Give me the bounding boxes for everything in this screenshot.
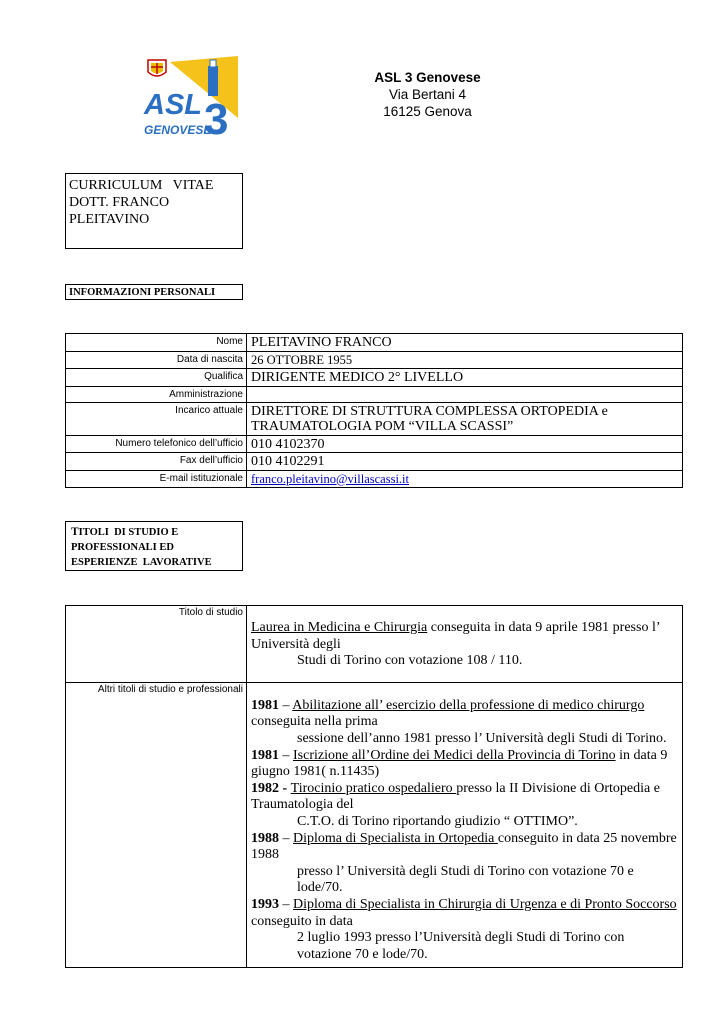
entry-1993-chirurgia-urgenza: 1993 – Diploma di Specialista in Chirurgia di Urgenza e di Pronto Soccorso conseguito in data 2 luglio 1993 presso l’Università degli Studi di Torino con votazione 70 e lode/70. [251,896,677,962]
entry-1981-abilitazione: 1981 – Abilitazione all’ esercizio della professione di medico chirurgo conseguita nella prima sessione dell’anno 1981 presso l’ Università degli Studi di Torino. [251,697,667,746]
org-name: ASL 3 Genovese [374,70,481,85]
logo-text-number: 3 [204,95,229,140]
lighthouse-icon [208,66,218,96]
cv-title-box [65,173,243,249]
section-titles-line2: PROFESSIONALI ED [71,542,174,553]
organization-address [340,69,515,120]
table-row [66,351,683,369]
entry-1988-ortopedia: 1988 – Diploma di Specialista in Ortopedia conseguito in data 25 novembre 1988 presso l’ Università degli Studi di Torino con votazione 70 e lode/70. [251,830,677,896]
table-row [66,402,683,435]
table-row [66,453,683,471]
row-value [247,386,683,402]
row-label: Altri titoli di studio e professionali [66,682,247,968]
entry-1981-iscrizione: 1981 – Iscrizione all’Ordine dei Medici della Provincia di Torino in data 9 giugno 1981( n.11435) [251,747,668,780]
table-row [66,386,683,402]
row-value: DIRIGENTE MEDICO 2° LIVELLO [247,369,683,387]
row-value [247,470,683,488]
org-city: 16125 Genova [383,104,472,119]
cv-title-line2: DOTT. FRANCO [69,195,170,210]
table-row [66,334,683,352]
table-row [66,470,683,488]
other-titles-value [247,682,683,968]
row-value: DIRETTORE DI STRUTTURA COMPLESSA ORTOPEDIA e TRAUMATOLOGIA POM “VILLA SCASSI” [247,402,683,435]
row-label: E-mail istituzionale [66,470,247,488]
table-row [66,682,683,968]
row-label: Amministrazione [66,386,247,402]
personal-info-table [65,333,683,488]
table-row [66,369,683,387]
asl3-logo [142,56,240,140]
table-row [66,435,683,453]
titles-table [65,605,683,968]
study-title-value: Laurea in Medicina e Chirurgia conseguita in data 9 aprile 1981 presso l’ Università degli Studi di Torino con votazione 108 / 110. [247,606,683,683]
table-row [66,606,683,683]
logo-text-genovese: GENOVESE [144,123,212,137]
row-value: 010 4102370 [247,435,683,453]
email-link[interactable]: franco.pleitavino@villascassi.it [251,471,409,486]
section-personal-info: INFORMAZIONI PERSONALI [65,284,243,300]
row-value: 26 OTTOBRE 1955 [247,351,683,369]
section-titles-line3: ESPERIENZE LAVORATIVE [71,557,212,568]
section-titles [65,521,243,571]
cv-title-line1: CURRICULUM VITAE [69,178,214,193]
row-label: Numero telefonico dell’ufficio [66,435,247,453]
row-value: 010 4102291 [247,453,683,471]
row-label: Fax dell’ufficio [66,453,247,471]
row-value: PLEITAVINO FRANCO [247,334,683,352]
row-label: Titolo di studio [66,606,247,683]
cv-title-line3: PLEITAVINO [69,212,150,227]
org-street: Via Bertani 4 [388,87,467,102]
row-label: Nome [66,334,247,352]
row-label: Data di nascita [66,351,247,369]
section-titles-line1: TITOLI DI STUDIO E [71,526,179,538]
row-label: Incarico attuale [66,402,247,435]
row-label: Qualifica [66,369,247,387]
entry-1982-tirocinio: 1982 - Tirocinio pratico ospedaliero presso la II Divisione di Ortopedia e Traumatologia del C.T.O. di Torino riportando giudizio “ OTTIMO”. [251,780,660,829]
logo-text-asl: ASL [144,89,202,121]
